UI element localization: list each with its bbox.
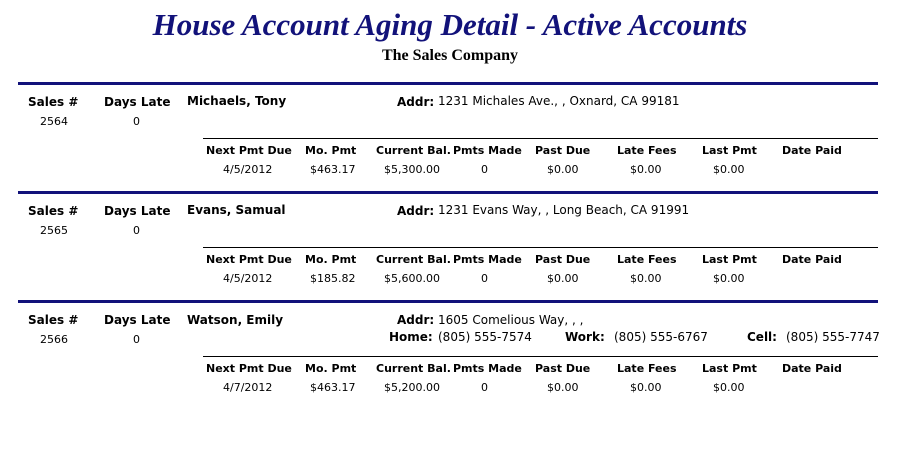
company-name: The Sales Company: [381, 47, 519, 64]
days-late-label: Days Late: [104, 95, 171, 109]
pmts-made-header: Pmts Made: [453, 362, 522, 375]
work-phone-label: Work:: [565, 330, 605, 344]
past-due: $0.00: [547, 163, 579, 176]
current-bal-header: Current Bal.: [376, 253, 451, 266]
last-pmt: $0.00: [713, 163, 745, 176]
late-fees: $0.00: [630, 381, 662, 394]
pmts-made-header: Pmts Made: [453, 144, 522, 157]
late-fees-header: Late Fees: [617, 144, 677, 157]
pmts-made-header: Pmts Made: [453, 253, 522, 266]
date-paid-header: Date Paid: [782, 362, 842, 375]
sales-number: 2565: [40, 224, 68, 237]
date-paid-header: Date Paid: [782, 253, 842, 266]
work-phone: (805) 555-6767: [614, 330, 708, 344]
past-due-header: Past Due: [535, 362, 591, 375]
last-pmt: $0.00: [713, 272, 745, 285]
late-fees-header: Late Fees: [617, 362, 677, 375]
next-pmt-due: 4/5/2012: [223, 163, 273, 176]
address-label: Addr:: [397, 313, 435, 327]
cell-phone-label: Cell:: [747, 330, 777, 344]
days-late-label: Days Late: [104, 313, 171, 327]
address: 1605 Comelious Way, , ,: [438, 313, 584, 327]
customer-name: Evans, Samual: [187, 203, 286, 217]
next-pmt-due-header: Next Pmt Due: [206, 144, 292, 157]
sales-number-label: Sales #: [28, 95, 79, 109]
address-label: Addr:: [397, 204, 435, 218]
last-pmt-header: Last Pmt: [702, 144, 757, 157]
late-fees: $0.00: [630, 163, 662, 176]
days-late: 0: [133, 224, 140, 237]
sales-number: 2566: [40, 333, 68, 346]
current-bal: $5,200.00: [384, 381, 440, 394]
sales-number-label: Sales #: [28, 204, 79, 218]
days-late: 0: [133, 333, 140, 346]
payment-divider: [203, 138, 878, 139]
mo-pmt-header: Mo. Pmt: [305, 144, 357, 157]
days-late-label: Days Late: [104, 204, 171, 218]
current-bal-header: Current Bal.: [376, 362, 451, 375]
pmts-made: 0: [481, 272, 488, 285]
payment-divider: [203, 247, 878, 248]
current-bal: $5,600.00: [384, 272, 440, 285]
past-due-header: Past Due: [535, 253, 591, 266]
home-phone-label: Home:: [389, 330, 433, 344]
sales-number-label: Sales #: [28, 313, 79, 327]
mo-pmt: $463.17: [310, 381, 356, 394]
past-due: $0.00: [547, 272, 579, 285]
address: 1231 Michales Ave., , Oxnard, CA 99181: [438, 94, 680, 108]
past-due-header: Past Due: [535, 144, 591, 157]
mo-pmt: $463.17: [310, 163, 356, 176]
home-phone: (805) 555-7574: [438, 330, 532, 344]
past-due: $0.00: [547, 381, 579, 394]
next-pmt-due-header: Next Pmt Due: [206, 253, 292, 266]
date-paid-header: Date Paid: [782, 144, 842, 157]
last-pmt-header: Last Pmt: [702, 253, 757, 266]
last-pmt: $0.00: [713, 381, 745, 394]
next-pmt-due-header: Next Pmt Due: [206, 362, 292, 375]
customer-name: Michaels, Tony: [187, 94, 287, 108]
mo-pmt: $185.82: [310, 272, 356, 285]
late-fees-header: Late Fees: [617, 253, 677, 266]
report-title: House Account Aging Detail - Active Accounts: [152, 7, 748, 42]
account-record: [0, 300, 924, 408]
section-divider: [18, 191, 878, 194]
account-record: [0, 82, 924, 190]
mo-pmt-header: Mo. Pmt: [305, 362, 357, 375]
section-divider: [18, 82, 878, 85]
account-record: [0, 191, 924, 299]
section-divider: [18, 300, 878, 303]
payment-divider: [203, 356, 878, 357]
mo-pmt-header: Mo. Pmt: [305, 253, 357, 266]
last-pmt-header: Last Pmt: [702, 362, 757, 375]
late-fees: $0.00: [630, 272, 662, 285]
address-label: Addr:: [397, 95, 435, 109]
address: 1231 Evans Way, , Long Beach, CA 91991: [438, 203, 690, 217]
sales-number: 2564: [40, 115, 68, 128]
next-pmt-due: 4/5/2012: [223, 272, 273, 285]
current-bal: $5,300.00: [384, 163, 440, 176]
customer-name: Watson, Emily: [187, 313, 284, 327]
pmts-made: 0: [481, 163, 488, 176]
days-late: 0: [133, 115, 140, 128]
next-pmt-due: 4/7/2012: [223, 381, 273, 394]
current-bal-header: Current Bal.: [376, 144, 451, 157]
cell-phone: (805) 555-7747: [786, 330, 880, 344]
pmts-made: 0: [481, 381, 488, 394]
